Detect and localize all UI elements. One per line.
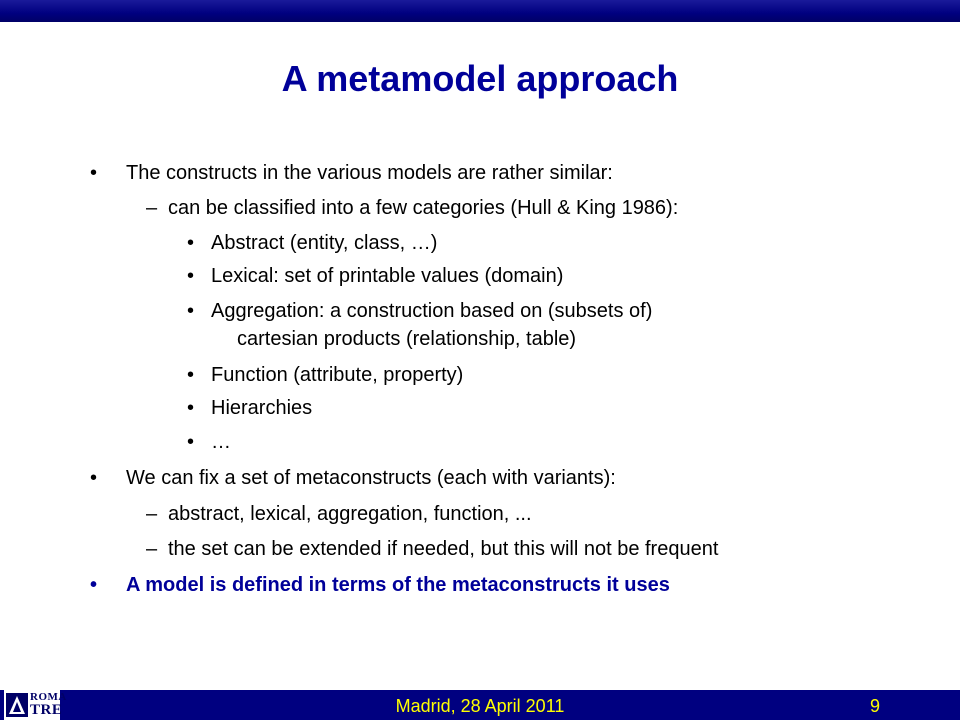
bullet-text: Aggregation: a construction based on (subsets of): [211, 300, 653, 322]
bullet-marker: •: [187, 232, 195, 254]
sub-bullet-item: [146, 196, 679, 220]
bullet-text: cartesian products (relationship, table): [237, 328, 577, 350]
page-number: 9: [869, 696, 880, 716]
dash-marker: –: [146, 538, 158, 560]
bullet-marker: •: [187, 300, 195, 322]
bullet-marker: •: [187, 431, 195, 453]
bullet-text: Abstract (entity, class, …): [211, 232, 438, 254]
dash-marker: –: [146, 197, 158, 219]
bullet-text: the set can be extended if needed, but this will not be frequent: [168, 538, 719, 560]
bullet-marker: •: [90, 574, 98, 596]
bullet-marker: •: [187, 397, 195, 419]
sub-sub-bullet-item: [187, 430, 231, 454]
footer-text: Madrid, 28 April 2011: [395, 696, 565, 716]
bullet-item: [90, 466, 616, 490]
bullet-text: Hierarchies: [211, 397, 313, 419]
bullet-continuation: [237, 327, 576, 351]
bullet-text: can be classified into a few categories (Hull & King 1986):: [168, 197, 679, 219]
bullet-item: [90, 161, 613, 185]
bullet-marker: •: [187, 364, 195, 386]
bullet-text: …: [211, 431, 231, 453]
dash-marker: –: [146, 503, 158, 525]
sub-bullet-item: [146, 537, 719, 561]
bullet-text: We can fix a set of metaconstructs (each with variants):: [126, 467, 616, 489]
sub-sub-bullet-item: [187, 396, 313, 420]
logo-text-roma: ROMA: [30, 691, 67, 703]
bullet-text: abstract, lexical, aggregation, function, ...: [168, 503, 532, 525]
bullet-text: A model is defined in terms of the metaconstructs it uses: [126, 574, 670, 596]
sub-sub-bullet-item: [187, 231, 438, 255]
bullet-marker: •: [90, 467, 98, 489]
sub-sub-bullet-item: [187, 264, 564, 288]
bullet-text: Lexical: set of printable values (domain): [211, 265, 564, 287]
bullet-text: The constructs in the various models are rather similar:: [126, 162, 613, 184]
sub-bullet-item: [146, 502, 532, 526]
bullet-text: Function (attribute, property): [211, 364, 464, 386]
logo-text-tre: TRE: [30, 702, 63, 718]
bullet-marker: •: [187, 265, 195, 287]
sub-sub-bullet-item: [187, 299, 653, 323]
slide-title: A metamodel approach: [281, 58, 679, 99]
bullet-marker: •: [90, 162, 98, 184]
sub-sub-bullet-item: [187, 363, 464, 387]
bullet-item-emphasis: [90, 573, 670, 597]
